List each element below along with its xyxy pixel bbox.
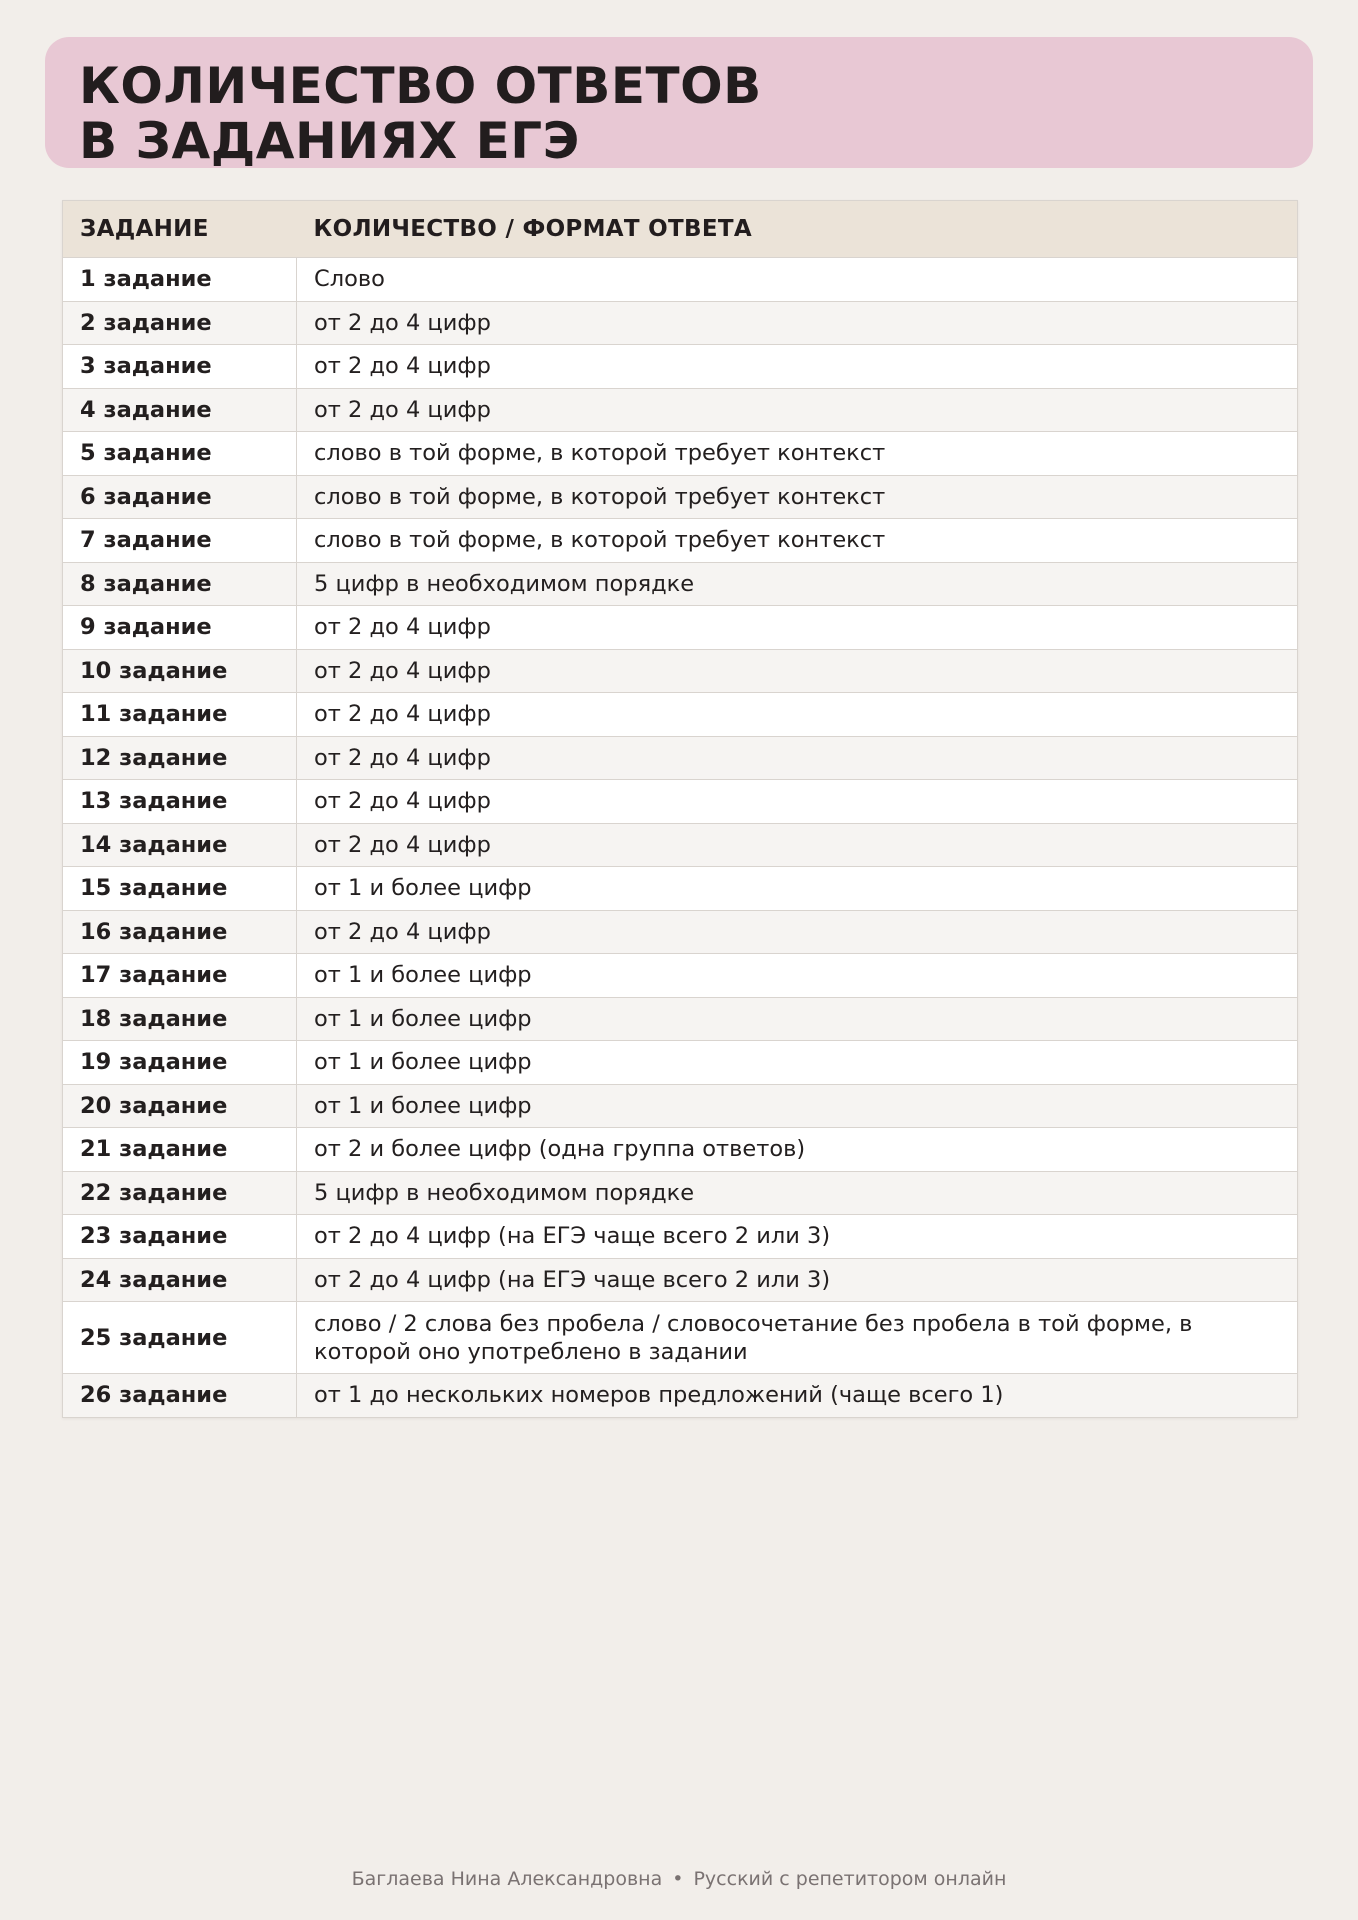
footer-author: Баглаева Нина Александровна xyxy=(351,1868,663,1890)
task-cell: 8 задание xyxy=(63,562,297,606)
format-cell: слово в той форме, в которой требует контекст xyxy=(297,519,1298,563)
table-row xyxy=(63,1215,1298,1259)
task-cell: 26 задание xyxy=(63,1374,297,1418)
task-cell: 6 задание xyxy=(63,475,297,519)
format-cell: от 1 до нескольких номеров предложений (чаще всего 1) xyxy=(297,1374,1298,1418)
task-cell: 22 задание xyxy=(63,1171,297,1215)
format-cell: от 2 до 4 цифр xyxy=(297,823,1298,867)
page-title-line-2: В ЗАДАНИЯХ ЕГЭ xyxy=(79,112,580,170)
format-cell: 5 цифр в необходимом порядке xyxy=(297,562,1298,606)
format-cell: от 2 до 4 цифр xyxy=(297,780,1298,824)
task-cell: 1 задание xyxy=(63,258,297,302)
task-cell: 2 задание xyxy=(63,301,297,345)
format-cell: от 2 до 4 цифр (на ЕГЭ чаще всего 2 или 3) xyxy=(297,1258,1298,1302)
format-cell: от 1 и более цифр xyxy=(297,867,1298,911)
task-cell: 9 задание xyxy=(63,606,297,650)
format-cell: от 2 до 4 цифр xyxy=(297,388,1298,432)
format-cell: Слово xyxy=(297,258,1298,302)
table-row xyxy=(63,780,1298,824)
format-cell: от 2 до 4 цифр xyxy=(297,301,1298,345)
title-banner xyxy=(45,37,1313,168)
table-row xyxy=(63,1041,1298,1085)
task-cell: 5 задание xyxy=(63,432,297,476)
table-row xyxy=(63,475,1298,519)
table-row xyxy=(63,562,1298,606)
task-cell: 13 задание xyxy=(63,780,297,824)
task-cell: 24 задание xyxy=(63,1258,297,1302)
task-cell: 21 задание xyxy=(63,1128,297,1172)
format-cell: от 2 до 4 цифр (на ЕГЭ чаще всего 2 или 3) xyxy=(297,1215,1298,1259)
table-row xyxy=(63,823,1298,867)
table-row xyxy=(63,1171,1298,1215)
page-title-line-1: КОЛИЧЕСТВО ОТВЕТОВ xyxy=(79,57,762,115)
column-header-task: ЗАДАНИЕ xyxy=(63,201,297,258)
task-cell: 10 задание xyxy=(63,649,297,693)
table-row xyxy=(63,867,1298,911)
format-cell: слово / 2 слова без пробела / словосочетание без пробела в той форме, в которой оно употреблено в задании xyxy=(297,1302,1298,1374)
format-cell: от 1 и более цифр xyxy=(297,997,1298,1041)
table-row xyxy=(63,1374,1298,1418)
table-row xyxy=(63,997,1298,1041)
format-cell: слово в той форме, в которой требует контекст xyxy=(297,432,1298,476)
task-cell: 7 задание xyxy=(63,519,297,563)
table-row xyxy=(63,258,1298,302)
format-cell: от 1 и более цифр xyxy=(297,954,1298,998)
format-cell: от 2 до 4 цифр xyxy=(297,345,1298,389)
footer-brand: Русский с репетитором онлайн xyxy=(693,1868,1007,1890)
table-row xyxy=(63,1302,1298,1374)
table-row xyxy=(63,649,1298,693)
table-row xyxy=(63,606,1298,650)
footer-separator: • xyxy=(672,1868,684,1890)
table-row xyxy=(63,910,1298,954)
format-cell: от 1 и более цифр xyxy=(297,1084,1298,1128)
format-cell: от 2 до 4 цифр xyxy=(297,693,1298,737)
task-cell: 11 задание xyxy=(63,693,297,737)
task-cell: 23 задание xyxy=(63,1215,297,1259)
format-cell: слово в той форме, в которой требует контекст xyxy=(297,475,1298,519)
table-body xyxy=(63,258,1298,1418)
task-cell: 19 задание xyxy=(63,1041,297,1085)
task-cell: 20 задание xyxy=(63,1084,297,1128)
table-row xyxy=(63,1128,1298,1172)
table-row xyxy=(63,301,1298,345)
format-cell: 5 цифр в необходимом порядке xyxy=(297,1171,1298,1215)
table-row xyxy=(63,693,1298,737)
table-row xyxy=(63,954,1298,998)
task-cell: 3 задание xyxy=(63,345,297,389)
task-cell: 15 задание xyxy=(63,867,297,911)
format-cell: от 2 до 4 цифр xyxy=(297,606,1298,650)
format-cell: от 2 и более цифр (одна группа ответов) xyxy=(297,1128,1298,1172)
format-cell: от 1 и более цифр xyxy=(297,1041,1298,1085)
table-row xyxy=(63,736,1298,780)
task-cell: 17 задание xyxy=(63,954,297,998)
task-cell: 4 задание xyxy=(63,388,297,432)
answers-table xyxy=(62,200,1298,1418)
task-cell: 16 задание xyxy=(63,910,297,954)
column-header-format: КОЛИЧЕСТВО / ФОРМАТ ОТВЕТА xyxy=(297,201,1298,258)
task-cell: 12 задание xyxy=(63,736,297,780)
table-row xyxy=(63,388,1298,432)
table-row xyxy=(63,432,1298,476)
format-cell: от 2 до 4 цифр xyxy=(297,649,1298,693)
table-row xyxy=(63,519,1298,563)
table-header-row xyxy=(63,201,1298,258)
table-row xyxy=(63,1084,1298,1128)
task-cell: 14 задание xyxy=(63,823,297,867)
task-cell: 18 задание xyxy=(63,997,297,1041)
format-cell: от 2 до 4 цифр xyxy=(297,910,1298,954)
format-cell: от 2 до 4 цифр xyxy=(297,736,1298,780)
footer xyxy=(0,1868,1358,1890)
table-row xyxy=(63,1258,1298,1302)
table-row xyxy=(63,345,1298,389)
task-cell: 25 задание xyxy=(63,1302,297,1374)
